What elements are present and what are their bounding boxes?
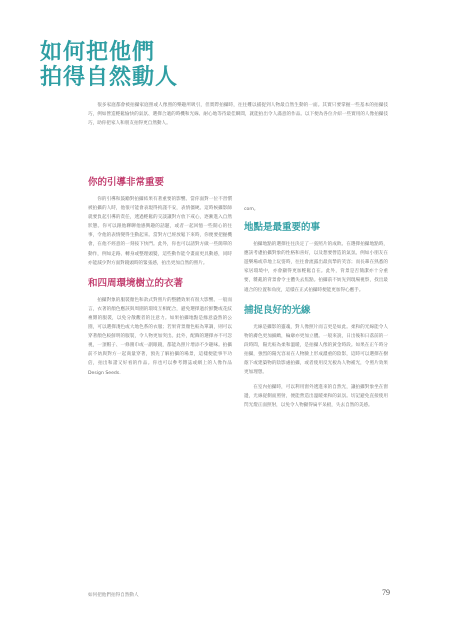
running-footer: 如何把他們拍得自然動人 (88, 593, 139, 598)
section-paragraph: 拍攝地點的選擇往往決定了一張照片的成敗。在選擇拍攝地點時，應該考慮拍攝對象的性格和喜好，以及想要營造的氣氛。例如小朋友在遊樂場或草地上玩耍時，往往會流露出最真摯的笑容；而長輩在熟悉的家居環境中，亦會顯得更加輕鬆自在。此外，背景是否簡潔亦十分重要，雜亂的背景會令主體失去焦點。拍攝前不妨先到現場視察，找出最適合的位置和角度，這樣在正式拍攝時便能更加得心應手。 (244, 242, 388, 293)
left-column (88, 177, 232, 384)
section-heading-location: 地點是最重要的事 (244, 222, 321, 234)
page-top-strip (0, 0, 450, 22)
page-title (40, 40, 178, 90)
section-paragraph: 你的引導和鼓勵對拍攝結果有著重要的影響。當你面對一位不習慣被拍攝的人時，他很可能會表現得拘謹不安，表情僵硬。這時候攝影師就要負起引導的責任，透過輕鬆的交談讓對方放下戒心，逐漸進入自然狀態。你可以跟他聊聊他感興趣的話題，或者一起回憶一些開心的往事，令他的表情變得生動起來。當對方已經放鬆下來時，你便要把握機會，在他不經意的一刻按下快門。此外，你也可以請對方做一些簡單的動作，例如走路、轉身或整理頭髮，這些動作能令畫面更具動感，同時亦能減少對方面對鏡頭時的緊張感，拍出更加自然的照片。 (88, 197, 232, 266)
intro-paragraph: 很多家庭都會被拍攝家庭照或人像照的樂趣所吸引，但實際拍攝時，往往難以捕捉到人物最自然生動的一面。其實只要掌握一些基本的拍攝技巧，例如營造輕鬆愉快的氣氛、選擇合適的時機和光線、耐心地等待最佳瞬間，就能拍出令人滿意的作品。以下便為各位介紹一些實用的人像拍攝技巧，助你把家人和朋友拍得更自然動人。 (88, 103, 388, 127)
title-line-1: 如何把他們 (40, 40, 156, 65)
section-heading-clothing: 和四周環境樹立的衣著 (88, 277, 184, 289)
section-heading-lighting: 捕捉良好的光線 (244, 304, 311, 316)
right-column (244, 205, 388, 417)
section-paragraph: 在室內拍攝時，可以利用窗外透進來的自然光，讓拍攝對象坐在窗邊，光線從側面照射，便能營造出溫暖柔和的氣氛。切記避免直接使用閃光燈正面照射，以免令人物顯得扁平呆板，失去自然的美感。 (244, 385, 388, 409)
continued-text: com。 (244, 207, 259, 212)
title-line-2: 拍得自然動人 (40, 65, 179, 90)
section-paragraph: 拍攝對象的服裝顏色和款式對照片的整體效果有很大影響。一般而言，衣著的顏色應該與周圍的環境互相配合，避免選擇過於鮮艷或花紋複雜的服裝，以免分散觀者的注意力。如果拍攝地點是綠意盎然的公園，可以選擇淺色或大地色系的衣服；若果背景顏色較為單調，則可以穿著顏色較鮮明的服裝，令人物更加突出。此外，配飾的選擇亦不可忽視，一頂帽子、一條圍巾或一副眼鏡，都能為照片增添不少趣味。拍攝前不妨與對方一起商量穿著，預先了解拍攝的場景，這樣便能事半功倍，拍出和諧又好看的作品。你也可以參考雜誌或網上的人像作品 Design Seeds. (88, 297, 232, 376)
section-paragraph: 光線是攝影的靈魂，對人像照片而言更是如此。柔和的光線能令人物的膚色更加細緻，輪廓亦更加立體。一般來說，日出後和日落前的一段時間，陽光較為柔和溫暖，是拍攝人像的黃金時段。如果在正午時分拍攝，強烈的陽光容易在人物臉上形成濃重的陰影，這時可以選擇在樹蔭下或建築物的陰影處拍攝，或者使用反光板為人物補光，令照片效果更加理想。 (244, 324, 388, 376)
page-number: 79 (382, 588, 390, 597)
section-heading-guidance: 你的引導非常重要 (88, 177, 165, 188)
